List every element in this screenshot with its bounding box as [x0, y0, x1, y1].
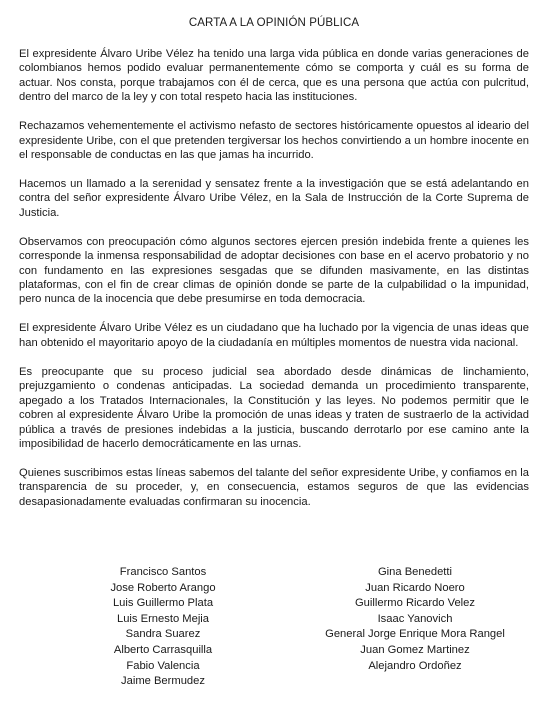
paragraph: Quienes suscribimos estas líneas sabemos del talante del señor expresidente Uribe, y confiamos en la transparencia de su proceder, y, en consecuencia, estamos seguros de que las evidencias desapasionadamente evaluadas confirmaran su inocencia.: [19, 466, 529, 508]
signatory-name: Juan Gomez Martinez: [360, 643, 470, 656]
letter-title: CARTA A LA OPINIÓN PÚBLICA: [188, 17, 360, 29]
paragraph: Observamos con preocupación cómo algunos sectores ejercen presión indebida frente a quienes les corresponde la inmensa responsabilidad de adoptar decisiones con base en el acervo probatorio y no con fundamento en las expresiones sesgadas que se difunden masivamente, en las distintas plataformas, con el fin de crear climas de opinión donde se parte de la culpabilidad o la impunidad, pero nunca de la inocencia que debe presumirse en toda democracia.: [19, 235, 529, 306]
paragraph: Hacemos un llamado a la serenidad y sensatez frente a la investigación que se está adelantando en contra del señor expresidente Álvaro Uribe Vélez, en la Sala de Instrucción de la Corte Suprema de Justicia.: [19, 178, 529, 219]
signatory-name: Guillermo Ricardo Velez: [354, 597, 475, 610]
paragraph: El expresidente Álvaro Uribe Vélez ha tenido una larga vida pública en donde varias generaciones de colombianos hemos podido evaluar permanentemente cómo se comporta y cuál es su forma de actuar. Nos consta, porque trabajamos con él de cerca, que es una persona que actúa con pulcritud, dentro del marco de la ley y con total respeto hacia las instituciones.: [19, 48, 529, 104]
signatory-name: Jaime Bermudez: [121, 675, 205, 688]
signatory-name: Gina Benedetti: [377, 566, 452, 578]
signatory-name: Francisco Santos: [119, 566, 207, 578]
signatories-block: [0, 565, 545, 695]
signatories-right-column: [300, 565, 530, 674]
signatory-name: Juan Ricardo Noero: [365, 581, 465, 594]
paragraph: Es preocupante que su proceso judicial sea abordado desde dinámicas de linchamiento, prejuzgamiento o condenas anticipadas. La sociedad demanda un procedimiento transparente, apegado a los Tratados Internacionales, la Constitución y las leyes. No podemos permitir que le cobren al expresidente Álvaro Uribe la promoción de unas ideas y traten de sustraerlo de la actividad pública a través de presiones indebidas a la justicia, buscando derrotarlo por ese camino ante la imposibilidad de hacerlo democráticamente en las urnas.: [19, 365, 529, 450]
paragraph: El expresidente Álvaro Uribe Vélez es un ciudadano que ha luchado por la vigencia de unas ideas que han obtenido el mayoritario apoyo de la ciudadanía en múltiples momentos de nuestra vida nacional.: [19, 322, 529, 349]
signatory-name: Isaac Yanovich: [377, 612, 453, 625]
signatory-name: General Jorge Enrique Mora Rangel: [325, 628, 505, 641]
signatory-name: Fabio Valencia: [126, 659, 200, 672]
letter-body: [19, 16, 529, 524]
signatory-name: Sandra Suarez: [125, 628, 201, 641]
signatory-name: Luis Guillermo Plata: [112, 597, 214, 610]
signatories-left-column: [68, 565, 258, 690]
signatory-name: Luis Ernesto Mejia: [116, 612, 210, 625]
paragraph: Rechazamos vehementemente el activismo nefasto de sectores históricamente opuestos al ideario del expresidente Uribe, con el que pretenden tergiversar los hechos convirtiendo a un hombre inocente en el responsable de conductas en las que jamas ha incurrido.: [19, 120, 529, 162]
signatory-name: Jose Roberto Arango: [110, 581, 216, 594]
signatory-name: Alejandro Ordoñez: [368, 659, 462, 672]
signatory-name: Alberto Carrasquilla: [113, 643, 213, 656]
